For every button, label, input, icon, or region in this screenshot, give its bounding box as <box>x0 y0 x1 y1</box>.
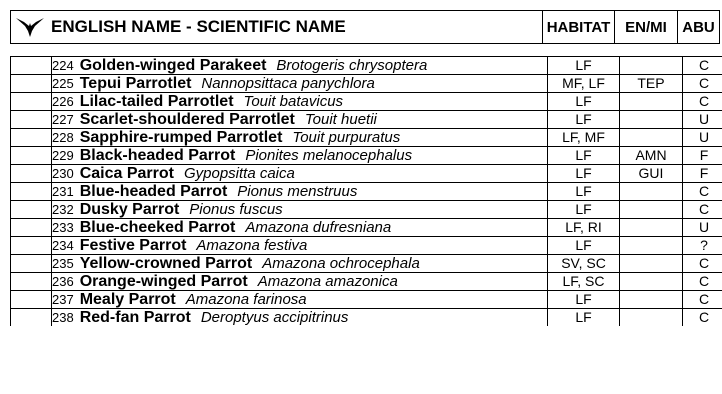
abundance-cell: C <box>683 291 722 309</box>
habitat-cell: LF <box>548 165 620 183</box>
abundance-cell: F <box>683 147 722 165</box>
species-number: 230 <box>52 166 74 181</box>
bird-icon <box>11 11 49 43</box>
enmi-column-header: EN/MI <box>614 11 677 43</box>
english-name: Caica Parrot <box>79 165 174 182</box>
english-name: Orange-winged Parrot <box>79 273 248 290</box>
scientific-name: Gypopsitta caica <box>183 165 295 182</box>
habitat-cell: LF <box>548 309 620 327</box>
blank-cell <box>11 111 52 129</box>
enmi-cell <box>620 291 683 309</box>
enmi-cell <box>620 237 683 255</box>
species-name-cell <box>52 57 548 75</box>
abundance-cell: U <box>683 111 722 129</box>
species-name-cell <box>52 255 548 273</box>
english-name: Yellow-crowned Parrot <box>79 255 253 272</box>
habitat-column-header: HABITAT <box>542 11 614 43</box>
blank-cell <box>11 237 52 255</box>
enmi-cell <box>620 219 683 237</box>
enmi-cell <box>620 57 683 75</box>
blank-cell <box>11 255 52 273</box>
species-name-cell <box>52 165 548 183</box>
english-name: Tepui Parrotlet <box>79 75 192 92</box>
abundance-cell: C <box>683 255 722 273</box>
species-number: 231 <box>52 184 74 199</box>
habitat-cell: LF, MF <box>548 129 620 147</box>
scientific-name: Pionites melanocephalus <box>245 147 413 164</box>
species-number: 227 <box>52 112 74 127</box>
species-name-cell <box>52 147 548 165</box>
enmi-cell <box>620 129 683 147</box>
habitat-cell: LF, RI <box>548 219 620 237</box>
species-number: 225 <box>52 76 74 91</box>
english-name: Festive Parrot <box>79 237 187 254</box>
enmi-cell: AMN <box>620 147 683 165</box>
scientific-name: Pionus fuscus <box>189 201 283 218</box>
habitat-cell: MF, LF <box>548 75 620 93</box>
english-name: Dusky Parrot <box>79 201 180 218</box>
scientific-name: Amazona ochrocephala <box>262 255 420 272</box>
table-row <box>11 111 722 129</box>
table-row <box>11 237 722 255</box>
species-name-cell <box>52 291 548 309</box>
table-row <box>11 219 722 237</box>
species-table <box>10 56 722 326</box>
english-name: Scarlet-shouldered Parrotlet <box>79 111 295 128</box>
table-row <box>11 147 722 165</box>
table-row <box>11 255 722 273</box>
blank-cell <box>11 129 52 147</box>
table-row <box>11 273 722 291</box>
scientific-name: Amazona amazonica <box>257 273 398 290</box>
english-name: Blue-headed Parrot <box>79 183 228 200</box>
species-name-cell <box>52 129 548 147</box>
english-name: Golden-winged Parakeet <box>79 57 267 74</box>
abundance-cell: C <box>683 273 722 291</box>
abundance-cell: C <box>683 201 722 219</box>
species-name-cell <box>52 219 548 237</box>
abundance-cell: ? <box>683 237 722 255</box>
blank-cell <box>11 75 52 93</box>
table-row <box>11 75 722 93</box>
scientific-name: Touit purpuratus <box>292 129 401 146</box>
habitat-cell: SV, SC <box>548 255 620 273</box>
english-name: Black-headed Parrot <box>79 147 236 164</box>
enmi-cell <box>620 273 683 291</box>
blank-cell <box>11 201 52 219</box>
species-number: 236 <box>52 274 74 289</box>
blank-cell <box>11 309 52 327</box>
english-name: Blue-cheeked Parrot <box>79 219 236 236</box>
habitat-cell: LF <box>548 183 620 201</box>
table-row <box>11 57 722 75</box>
abundance-cell: C <box>683 57 722 75</box>
scientific-name: Touit batavicus <box>243 93 344 110</box>
abundance-cell: U <box>683 219 722 237</box>
table-header <box>10 10 720 44</box>
habitat-cell: LF <box>548 111 620 129</box>
table-row <box>11 129 722 147</box>
habitat-cell: LF <box>548 201 620 219</box>
enmi-cell <box>620 309 683 327</box>
blank-cell <box>11 183 52 201</box>
english-name: Mealy Parrot <box>79 291 176 308</box>
blank-cell <box>11 291 52 309</box>
species-name-cell <box>52 111 548 129</box>
species-number: 233 <box>52 220 74 235</box>
blank-cell <box>11 147 52 165</box>
blank-cell <box>11 165 52 183</box>
table-row <box>11 183 722 201</box>
scientific-name: Brotogeris chrysoptera <box>276 57 428 74</box>
abundance-cell: F <box>683 165 722 183</box>
blank-cell <box>11 273 52 291</box>
habitat-cell: LF <box>548 147 620 165</box>
english-name: Red-fan Parrot <box>79 309 191 326</box>
abundance-cell: C <box>683 183 722 201</box>
enmi-cell <box>620 201 683 219</box>
habitat-cell: LF <box>548 237 620 255</box>
abundance-cell: C <box>683 93 722 111</box>
species-number: 229 <box>52 148 74 163</box>
habitat-cell: LF <box>548 57 620 75</box>
enmi-cell: TEP <box>620 75 683 93</box>
species-number: 228 <box>52 130 74 145</box>
table-row <box>11 309 722 327</box>
table-row <box>11 93 722 111</box>
species-number: 224 <box>52 58 74 73</box>
enmi-cell <box>620 93 683 111</box>
abundance-cell: C <box>683 75 722 93</box>
enmi-cell <box>620 111 683 129</box>
habitat-cell: LF <box>548 291 620 309</box>
species-name-cell <box>52 237 548 255</box>
blank-cell <box>11 93 52 111</box>
abundance-cell: C <box>683 309 722 327</box>
species-name-cell <box>52 75 548 93</box>
species-name-cell <box>52 273 548 291</box>
scientific-name: Amazona festiva <box>196 237 308 254</box>
species-number: 226 <box>52 94 74 109</box>
species-name-cell <box>52 309 548 327</box>
enmi-cell <box>620 183 683 201</box>
species-number: 237 <box>52 292 74 307</box>
habitat-cell: LF <box>548 93 620 111</box>
species-name-cell <box>52 183 548 201</box>
english-name: Lilac-tailed Parrotlet <box>79 93 234 110</box>
blank-cell <box>11 219 52 237</box>
scientific-name: Amazona farinosa <box>185 291 307 308</box>
scientific-name: Touit huetii <box>304 111 377 128</box>
table-row <box>11 165 722 183</box>
enmi-cell: GUI <box>620 165 683 183</box>
blank-cell <box>11 57 52 75</box>
species-number: 235 <box>52 256 74 271</box>
scientific-name: Nannopsittaca panychlora <box>201 75 375 92</box>
species-name-cell <box>52 93 548 111</box>
abundance-cell: U <box>683 129 722 147</box>
name-column-header: ENGLISH NAME - SCIENTIFIC NAME <box>51 17 346 36</box>
enmi-cell <box>620 255 683 273</box>
scientific-name: Pionus menstruus <box>237 183 358 200</box>
table-row <box>11 291 722 309</box>
abundance-column-header: ABU <box>677 11 719 43</box>
species-number: 232 <box>52 202 74 217</box>
english-name: Sapphire-rumped Parrotlet <box>79 129 283 146</box>
species-number: 238 <box>52 310 74 325</box>
species-number: 234 <box>52 238 74 253</box>
scientific-name: Amazona dufresniana <box>245 219 392 236</box>
scientific-name: Deroptyus accipitrinus <box>200 309 349 326</box>
table-row <box>11 201 722 219</box>
species-name-cell <box>52 201 548 219</box>
habitat-cell: LF, SC <box>548 273 620 291</box>
